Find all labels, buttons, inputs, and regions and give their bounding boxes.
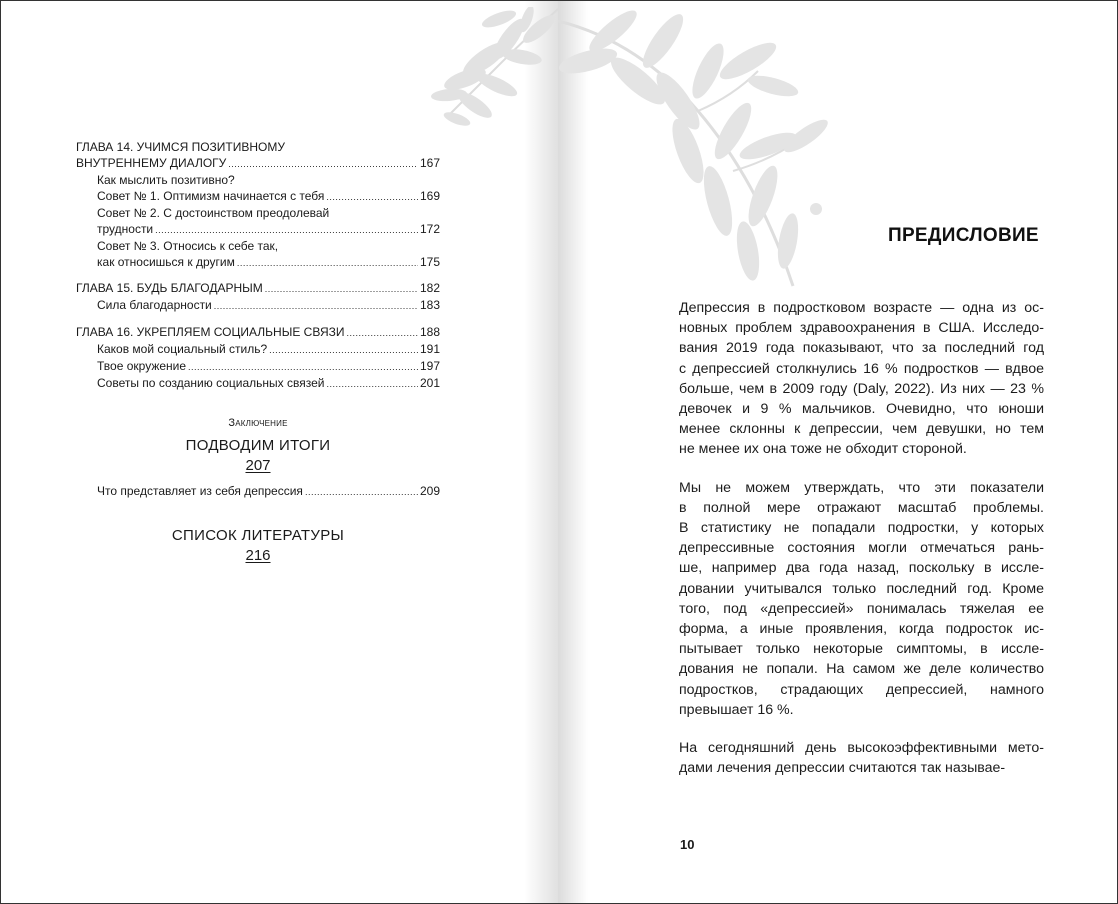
toc-page-number: 167 (419, 156, 440, 170)
table-of-contents (76, 139, 440, 392)
toc-item[interactable] (76, 238, 440, 271)
text-line: Мы не можем утверждать, что эти показатели (679, 479, 1044, 496)
text-line: не менее их она тоже не обходит стороной. (679, 441, 967, 458)
toc-item[interactable] (76, 341, 440, 358)
olive-branch-right-icon (558, 1, 838, 301)
text-line: дами лечения депрессии считаются так называе- (679, 760, 1006, 777)
section-heading: ПРЕДИСЛОВИЕ (888, 225, 1039, 246)
toc-leader (237, 255, 418, 271)
toc-leader (155, 222, 418, 238)
text-line: превышает 16 %. (679, 701, 794, 718)
text-line: Депрессия в подростковом возрасте — одна из ос- (679, 300, 1044, 316)
toc-item-title: Совет № 2. С достоинством преодолевай (97, 206, 330, 220)
text-line: форма, а иные проявления, когда подросток ис- (679, 621, 1044, 638)
paragraph (679, 738, 1044, 778)
toc-chapter-title: ГЛАВА 16. УКРЕПЛЯЕМ СОЦИАЛЬНЫЕ СВЯЗИ (76, 325, 345, 339)
toc-item-title: Как мыслить позитивно? (97, 173, 235, 187)
toc-item[interactable] (76, 297, 440, 314)
page-number: 10 (680, 837, 695, 852)
toc-page-number: 201 (419, 376, 440, 390)
toc-item[interactable] (76, 172, 440, 188)
bibliography-title[interactable]: СПИСОК ЛИТЕРАТУРЫ (171, 527, 345, 544)
toc-row (76, 155, 440, 172)
text-line: депрессивные состояния могли отмечаться рань- (679, 540, 1044, 557)
toc-page-number: 172 (419, 222, 440, 236)
left-gutter-shadow (524, 1, 558, 903)
text-line: В статистику не попадали подростки, у которых (679, 520, 1044, 537)
text-line: больше, чем в 2009 году (Daly, 2022). Из них — 23 % (679, 380, 1044, 397)
text-line: дования не попали. На самом же деле количество (679, 661, 1044, 678)
toc-item-title: Сила благодарности (97, 298, 212, 312)
toc-leader (269, 342, 418, 358)
paragraph (679, 478, 1044, 720)
toc-item-title: Каков мой социальный стиль? (97, 342, 268, 356)
text-line: На сегодняшний день высокоэффективными мето- (679, 740, 1044, 757)
toc-chapter-title: ГЛАВА 14. УЧИМСЯ ПОЗИТИВНОМУ (76, 140, 285, 154)
toc-leader (188, 359, 418, 375)
toc-item-title: трудности (97, 222, 154, 236)
right-page (558, 1, 1117, 903)
toc-leader (228, 156, 418, 172)
toc-chapter-16[interactable] (76, 324, 440, 341)
toc-page-number: 183 (419, 298, 440, 312)
text-line: новных проблем здравоохранения в США. Исследо- (679, 320, 1044, 337)
toc-page-number: 197 (419, 359, 440, 373)
toc-page-number: 175 (419, 255, 440, 269)
toc-item[interactable] (76, 358, 440, 375)
text-line: девочек и 9 % мальчиков. Очевидно, что юноши (679, 401, 1044, 418)
left-page (1, 1, 558, 903)
toc-chapter-14[interactable] (76, 139, 440, 172)
text-line: менее склонны к депрессии, чем девушки, но тем (679, 421, 1044, 438)
toc-chapter-title: ГЛАВА 15. БУДЬ БЛАГОДАРНЫМ (76, 281, 263, 295)
toc-leader (305, 484, 418, 500)
conclusion-label: Заключение (228, 417, 288, 429)
toc-item[interactable] (76, 205, 440, 238)
paragraph (679, 298, 1044, 460)
olive-branch-left-icon (427, 7, 558, 127)
text-line: с депрессией столкнулись 16 % подростков — вдвое (679, 360, 1044, 377)
text-line: подростков, страдающих депрессией, намного (679, 681, 1044, 698)
conclusion-page-number[interactable]: 207 (245, 457, 271, 474)
toc-item[interactable] (76, 188, 440, 205)
toc-page-number: 209 (419, 484, 440, 498)
toc-item-title: Советы по созданию социальных связей (97, 376, 325, 390)
toc-page-number: 169 (419, 189, 440, 203)
text-line: в полной мере отражают масштаб проблемы. (679, 499, 1044, 516)
toc-item-title: Твое окружение (97, 359, 187, 373)
conclusion-title[interactable]: ПОДВОДИМ ИТОГИ (185, 437, 331, 454)
text-line: ше, например два года назад, поскольку в иссле- (679, 560, 1044, 577)
toc-page-number: 182 (419, 281, 440, 295)
toc-leader (265, 281, 418, 297)
toc-leader (346, 325, 417, 341)
toc-item-title: как относишься к другим (97, 255, 235, 269)
text-line: вания 2019 года показывают, что за последний год (679, 340, 1044, 357)
toc-page-number: 191 (419, 342, 440, 356)
toc-item-title: Совет № 1. Оптимизм начинается с тебя (97, 189, 325, 203)
toc-chapter-15[interactable] (76, 280, 440, 297)
bibliography-page-number[interactable]: 216 (245, 547, 271, 564)
body-text (679, 298, 1044, 796)
toc-leader (214, 298, 418, 314)
toc-item[interactable] (76, 375, 440, 392)
text-line: довании учитывался только последний год. Кроме (679, 580, 1044, 597)
text-line: того, под «депрессией» понималась тяжелая ее (679, 600, 1044, 617)
toc-page-number: 188 (419, 325, 440, 339)
toc-item[interactable] (97, 483, 440, 500)
toc-item-title: Совет № 3. Относись к себе так, (97, 239, 279, 253)
toc-item-title: Что представляет из себя депрессия (97, 484, 303, 498)
toc-leader (326, 376, 418, 392)
text-line: пытывает только некоторые симптомы, в иссле- (679, 641, 1044, 658)
toc-leader (326, 189, 418, 205)
toc-chapter-title: ВНУТРЕННЕМУ ДИАЛОГУ (76, 156, 227, 170)
